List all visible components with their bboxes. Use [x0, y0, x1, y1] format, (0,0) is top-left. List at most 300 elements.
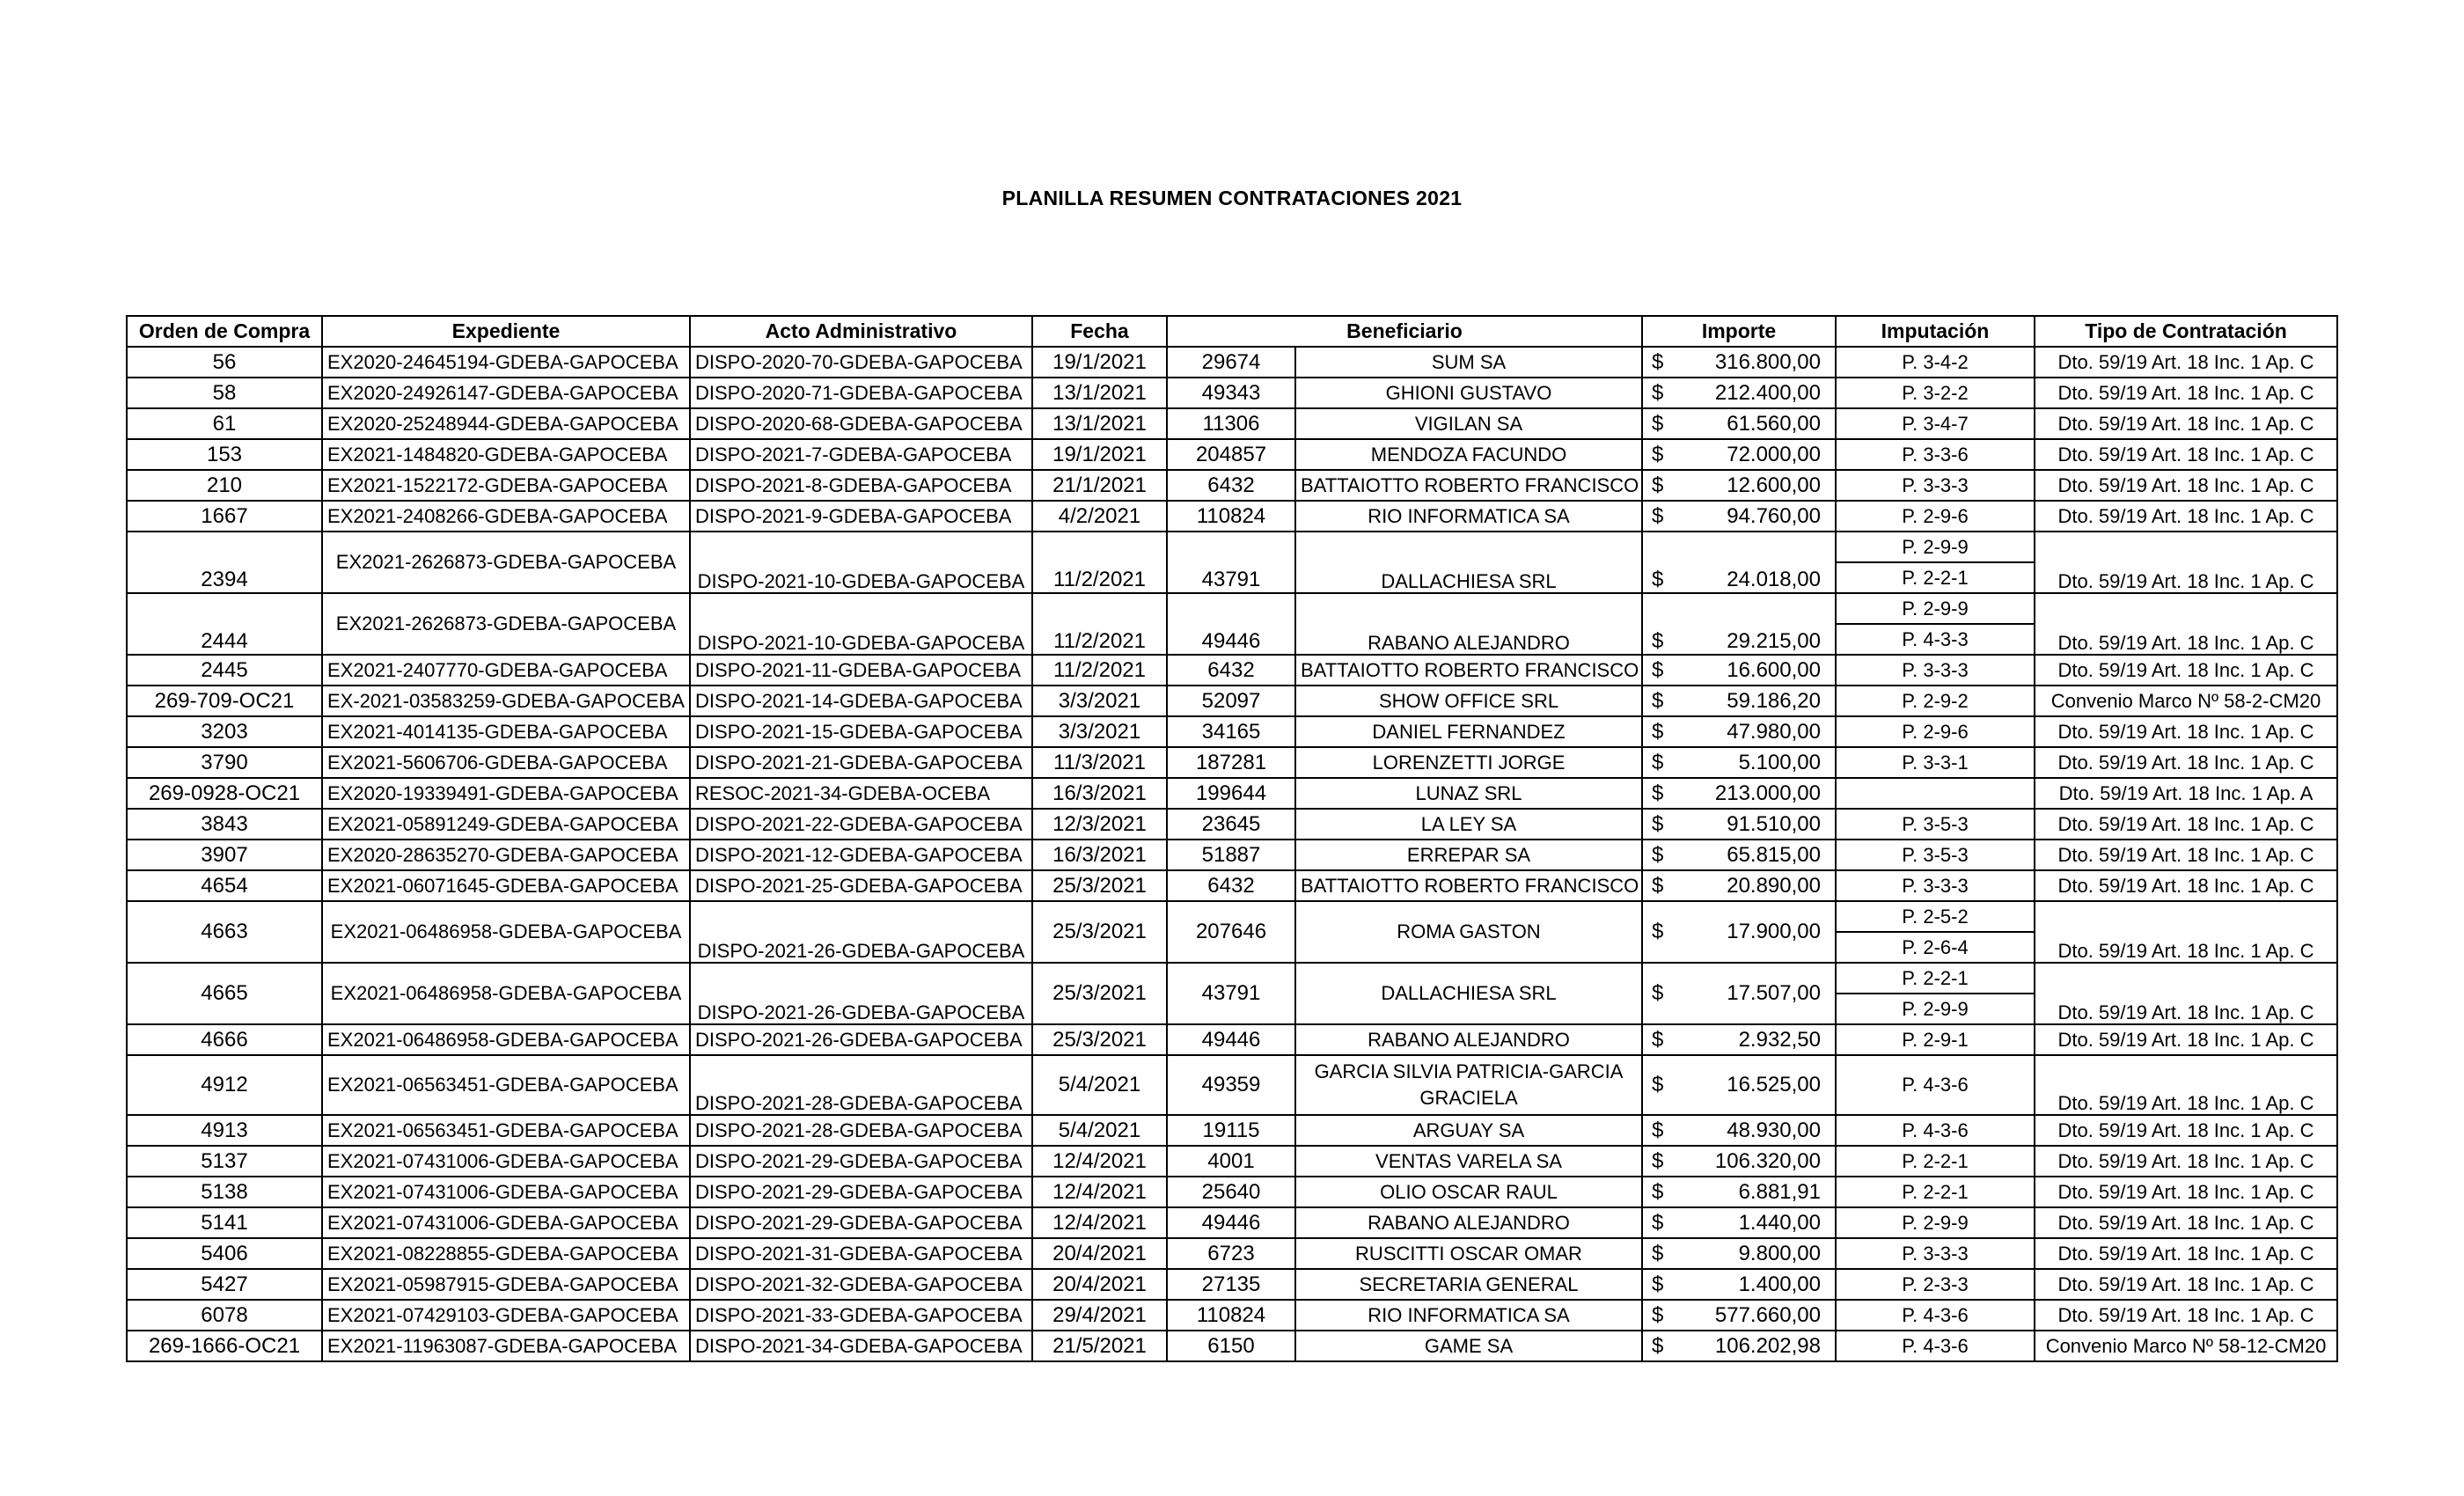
expediente-cell: EX2021-07431006-GDEBA-GAPOCEBA — [322, 1146, 690, 1177]
imputacion-cell: P. 4-3-6 — [1836, 1300, 2035, 1331]
header-fecha: Fecha — [1032, 316, 1167, 347]
currency-cell: $ — [1642, 408, 1677, 439]
currency-cell: $ — [1642, 870, 1677, 901]
expediente-cell: EX2021-06563451-GDEBA-GAPOCEBA — [322, 1115, 690, 1146]
imputacion-cell: P. 2-9-6 — [1836, 501, 2035, 532]
importe-cell: 59.186,20 — [1677, 686, 1836, 716]
expediente-cell: EX2021-06486958-GDEBA-GAPOCEBA — [322, 963, 690, 1024]
beneficiario-cell: DALLACHIESA SRL — [1295, 963, 1642, 1024]
beneficiario-cell: RABANO ALEJANDRO — [1295, 1024, 1642, 1055]
fecha-cell: 5/4/2021 — [1032, 1115, 1167, 1146]
codigo-cell: 49446 — [1167, 1207, 1295, 1238]
codigo-cell: 11306 — [1167, 408, 1295, 439]
orden-cell: 2445 — [127, 655, 322, 686]
fecha-cell: 12/4/2021 — [1032, 1177, 1167, 1207]
importe-cell: 577.660,00 — [1677, 1300, 1836, 1331]
table-row — [127, 593, 2337, 624]
fecha-cell: 12/3/2021 — [1032, 809, 1167, 840]
acto-cell: DISPO-2021-26-GDEBA-GAPOCEBA — [690, 963, 1032, 1024]
tipo-cell: Dto. 59/19 Art. 18 Inc. 1 Ap. C — [2035, 1055, 2337, 1115]
importe-cell: 94.760,00 — [1677, 501, 1836, 532]
table-row — [127, 1300, 2337, 1331]
fecha-cell: 5/4/2021 — [1032, 1055, 1167, 1115]
orden-cell: 210 — [127, 470, 322, 501]
fecha-cell: 3/3/2021 — [1032, 716, 1167, 747]
tipo-cell: Dto. 59/19 Art. 18 Inc. 1 Ap. C — [2035, 870, 2337, 901]
importe-cell: 1.400,00 — [1677, 1269, 1836, 1300]
tipo-cell: Dto. 59/19 Art. 18 Inc. 1 Ap. C — [2035, 408, 2337, 439]
currency-cell: $ — [1642, 686, 1677, 716]
fecha-cell: 12/4/2021 — [1032, 1146, 1167, 1177]
orden-cell: 2394 — [127, 532, 322, 593]
currency-cell: $ — [1642, 1024, 1677, 1055]
tipo-cell: Dto. 59/19 Art. 18 Inc. 1 Ap. C — [2035, 1115, 2337, 1146]
codigo-cell: 34165 — [1167, 716, 1295, 747]
table-row — [127, 1207, 2337, 1238]
expediente-cell: EX2021-2626873-GDEBA-GAPOCEBA — [322, 532, 690, 593]
codigo-cell: 187281 — [1167, 747, 1295, 778]
tipo-cell: Dto. 59/19 Art. 18 Inc. 1 Ap. C — [2035, 901, 2337, 963]
currency-cell: $ — [1642, 593, 1677, 655]
table-row — [127, 439, 2337, 470]
expediente-cell: EX2021-1484820-GDEBA-GAPOCEBA — [322, 439, 690, 470]
expediente-cell: EX-2021-03583259-GDEBA-GAPOCEBA — [322, 686, 690, 716]
codigo-cell: 199644 — [1167, 778, 1295, 809]
orden-cell: 5406 — [127, 1238, 322, 1269]
acto-cell: DISPO-2021-29-GDEBA-GAPOCEBA — [690, 1177, 1032, 1207]
importe-cell: 47.980,00 — [1677, 716, 1836, 747]
imputacion-cell: P. 2-3-3 — [1836, 1269, 2035, 1300]
expediente-cell: EX2021-08228855-GDEBA-GAPOCEBA — [322, 1238, 690, 1269]
tipo-cell: Dto. 59/19 Art. 18 Inc. 1 Ap. C — [2035, 1177, 2337, 1207]
tipo-cell: Dto. 59/19 Art. 18 Inc. 1 Ap. C — [2035, 501, 2337, 532]
tipo-cell: Dto. 59/19 Art. 18 Inc. 1 Ap. C — [2035, 1238, 2337, 1269]
fecha-cell: 16/3/2021 — [1032, 778, 1167, 809]
acto-cell: DISPO-2021-28-GDEBA-GAPOCEBA — [690, 1115, 1032, 1146]
importe-cell: 17.507,00 — [1677, 963, 1836, 1024]
acto-cell: DISPO-2021-26-GDEBA-GAPOCEBA — [690, 1024, 1032, 1055]
table-row — [127, 963, 2337, 994]
currency-cell: $ — [1642, 1269, 1677, 1300]
imputacion-cell: P. 2-9-9 — [1836, 994, 2035, 1024]
beneficiario-cell: GARCIA SILVIA PATRICIA-GARCIA GRACIELA — [1295, 1055, 1642, 1115]
table-row — [127, 901, 2337, 932]
acto-cell: DISPO-2020-71-GDEBA-GAPOCEBA — [690, 378, 1032, 408]
codigo-cell: 49446 — [1167, 593, 1295, 655]
beneficiario-cell: BATTAIOTTO ROBERTO FRANCISCO — [1295, 870, 1642, 901]
importe-cell: 17.900,00 — [1677, 901, 1836, 963]
acto-cell: DISPO-2021-31-GDEBA-GAPOCEBA — [690, 1238, 1032, 1269]
imputacion-cell: P. 2-2-1 — [1836, 562, 2035, 593]
acto-cell: DISPO-2021-26-GDEBA-GAPOCEBA — [690, 901, 1032, 963]
expediente-cell: EX2021-07431006-GDEBA-GAPOCEBA — [322, 1177, 690, 1207]
imputacion-cell: P. 3-5-3 — [1836, 840, 2035, 870]
beneficiario-cell: ERREPAR SA — [1295, 840, 1642, 870]
acto-cell: DISPO-2021-29-GDEBA-GAPOCEBA — [690, 1146, 1032, 1177]
table-row — [127, 1146, 2337, 1177]
imputacion-cell: P. 2-9-9 — [1836, 1207, 2035, 1238]
importe-cell: 1.440,00 — [1677, 1207, 1836, 1238]
table-row — [127, 1024, 2337, 1055]
table-row — [127, 1115, 2337, 1146]
imputacion-cell: P. 2-2-1 — [1836, 963, 2035, 994]
fecha-cell: 25/3/2021 — [1032, 870, 1167, 901]
codigo-cell: 6432 — [1167, 470, 1295, 501]
fecha-cell: 12/4/2021 — [1032, 1207, 1167, 1238]
tipo-cell: Dto. 59/19 Art. 18 Inc. 1 Ap. C — [2035, 1207, 2337, 1238]
table-row — [127, 716, 2337, 747]
tipo-cell: Dto. 59/19 Art. 18 Inc. 1 Ap. C — [2035, 532, 2337, 593]
expediente-cell: EX2020-28635270-GDEBA-GAPOCEBA — [322, 840, 690, 870]
beneficiario-cell: MENDOZA FACUNDO — [1295, 439, 1642, 470]
currency-cell: $ — [1642, 470, 1677, 501]
beneficiario-cell: RABANO ALEJANDRO — [1295, 1207, 1642, 1238]
imputacion-cell: P. 4-3-3 — [1836, 624, 2035, 655]
imputacion-cell: P. 2-2-1 — [1836, 1146, 2035, 1177]
expediente-cell: EX2021-07431006-GDEBA-GAPOCEBA — [322, 1207, 690, 1238]
fecha-cell: 25/3/2021 — [1032, 901, 1167, 963]
acto-cell: DISPO-2021-9-GDEBA-GAPOCEBA — [690, 501, 1032, 532]
beneficiario-cell: SHOW OFFICE SRL — [1295, 686, 1642, 716]
orden-cell: 5141 — [127, 1207, 322, 1238]
header-row — [127, 316, 2337, 347]
expediente-cell: EX2021-11963087-GDEBA-GAPOCEBA — [322, 1331, 690, 1361]
imputacion-cell: P. 3-3-3 — [1836, 470, 2035, 501]
table-row — [127, 840, 2337, 870]
importe-cell: 106.202,98 — [1677, 1331, 1836, 1361]
table-row — [127, 1331, 2337, 1361]
acto-cell: DISPO-2021-11-GDEBA-GAPOCEBA — [690, 655, 1032, 686]
codigo-cell: 6432 — [1167, 655, 1295, 686]
table-row — [127, 347, 2337, 378]
header-importe: Importe — [1642, 316, 1836, 347]
imputacion-cell: P. 4-3-6 — [1836, 1055, 2035, 1115]
acto-cell: DISPO-2021-8-GDEBA-GAPOCEBA — [690, 470, 1032, 501]
importe-cell: 16.525,00 — [1677, 1055, 1836, 1115]
acto-cell: DISPO-2021-25-GDEBA-GAPOCEBA — [690, 870, 1032, 901]
orden-cell: 6078 — [127, 1300, 322, 1331]
currency-cell: $ — [1642, 963, 1677, 1024]
table-row — [127, 655, 2337, 686]
beneficiario-cell: ROMA GASTON — [1295, 901, 1642, 963]
fecha-cell: 3/3/2021 — [1032, 686, 1167, 716]
tipo-cell: Convenio Marco Nº 58-2-CM20 — [2035, 686, 2337, 716]
tipo-cell: Dto. 59/19 Art. 18 Inc. 1 Ap. C — [2035, 1269, 2337, 1300]
page-title: PLANILLA RESUMEN CONTRATACIONES 2021 — [1001, 187, 1463, 209]
imputacion-cell: P. 3-4-2 — [1836, 347, 2035, 378]
acto-cell: DISPO-2021-12-GDEBA-GAPOCEBA — [690, 840, 1032, 870]
beneficiario-cell: BATTAIOTTO ROBERTO FRANCISCO — [1295, 470, 1642, 501]
imputacion-cell: P. 3-4-7 — [1836, 408, 2035, 439]
expediente-cell: EX2021-06486958-GDEBA-GAPOCEBA — [322, 1024, 690, 1055]
fecha-cell: 20/4/2021 — [1032, 1269, 1167, 1300]
tipo-cell: Dto. 59/19 Art. 18 Inc. 1 Ap. C — [2035, 747, 2337, 778]
tipo-cell: Dto. 59/19 Art. 18 Inc. 1 Ap. C — [2035, 378, 2337, 408]
codigo-cell: 49359 — [1167, 1055, 1295, 1115]
codigo-cell: 51887 — [1167, 840, 1295, 870]
acto-cell: DISPO-2021-10-GDEBA-GAPOCEBA — [690, 593, 1032, 655]
importe-cell: 29.215,00 — [1677, 593, 1836, 655]
codigo-cell: 6723 — [1167, 1238, 1295, 1269]
currency-cell: $ — [1642, 901, 1677, 963]
imputacion-cell: P. 3-3-3 — [1836, 870, 2035, 901]
importe-cell: 24.018,00 — [1677, 532, 1836, 593]
orden-cell: 5138 — [127, 1177, 322, 1207]
orden-cell: 3843 — [127, 809, 322, 840]
fecha-cell: 11/3/2021 — [1032, 747, 1167, 778]
currency-cell: $ — [1642, 532, 1677, 593]
fecha-cell: 11/2/2021 — [1032, 593, 1167, 655]
acto-cell: DISPO-2021-34-GDEBA-GAPOCEBA — [690, 1331, 1032, 1361]
currency-cell: $ — [1642, 809, 1677, 840]
importe-cell: 213.000,00 — [1677, 778, 1836, 809]
expediente-cell: EX2021-5606706-GDEBA-GAPOCEBA — [322, 747, 690, 778]
orden-cell: 4665 — [127, 963, 322, 1024]
fecha-cell: 25/3/2021 — [1032, 963, 1167, 1024]
importe-cell: 5.100,00 — [1677, 747, 1836, 778]
beneficiario-cell: LA LEY SA — [1295, 809, 1642, 840]
fecha-cell: 25/3/2021 — [1032, 1024, 1167, 1055]
codigo-cell: 110824 — [1167, 501, 1295, 532]
tipo-cell: Dto. 59/19 Art. 18 Inc. 1 Ap. C — [2035, 347, 2337, 378]
fecha-cell: 11/2/2021 — [1032, 655, 1167, 686]
table-row — [127, 1269, 2337, 1300]
importe-cell: 61.560,00 — [1677, 408, 1836, 439]
codigo-cell: 19115 — [1167, 1115, 1295, 1146]
orden-cell: 56 — [127, 347, 322, 378]
orden-cell: 4912 — [127, 1055, 322, 1115]
codigo-cell: 6432 — [1167, 870, 1295, 901]
beneficiario-cell: ARGUAY SA — [1295, 1115, 1642, 1146]
tipo-cell: Convenio Marco Nº 58-12-CM20 — [2035, 1331, 2337, 1361]
currency-cell: $ — [1642, 840, 1677, 870]
orden-cell: 5427 — [127, 1269, 322, 1300]
tipo-cell: Dto. 59/19 Art. 18 Inc. 1 Ap. C — [2035, 439, 2337, 470]
table-row — [127, 532, 2337, 562]
fecha-cell: 13/1/2021 — [1032, 408, 1167, 439]
fecha-cell: 20/4/2021 — [1032, 1238, 1167, 1269]
table-row — [127, 1177, 2337, 1207]
imputacion-cell: P. 3-2-2 — [1836, 378, 2035, 408]
acto-cell: DISPO-2021-7-GDEBA-GAPOCEBA — [690, 439, 1032, 470]
beneficiario-cell: DANIEL FERNANDEZ — [1295, 716, 1642, 747]
currency-cell: $ — [1642, 747, 1677, 778]
fecha-cell: 19/1/2021 — [1032, 347, 1167, 378]
imputacion-cell: P. 2-9-9 — [1836, 532, 2035, 562]
acto-cell: DISPO-2021-14-GDEBA-GAPOCEBA — [690, 686, 1032, 716]
beneficiario-cell: SUM SA — [1295, 347, 1642, 378]
tipo-cell: Dto. 59/19 Art. 18 Inc. 1 Ap. A — [2035, 778, 2337, 809]
codigo-cell: 23645 — [1167, 809, 1295, 840]
acto-cell: DISPO-2021-33-GDEBA-GAPOCEBA — [690, 1300, 1032, 1331]
acto-cell: DISPO-2021-21-GDEBA-GAPOCEBA — [690, 747, 1032, 778]
acto-cell: DISPO-2021-10-GDEBA-GAPOCEBA — [690, 532, 1032, 593]
orden-cell: 4654 — [127, 870, 322, 901]
importe-cell: 212.400,00 — [1677, 378, 1836, 408]
beneficiario-cell: VENTAS VARELA SA — [1295, 1146, 1642, 1177]
expediente-cell: EX2021-2626873-GDEBA-GAPOCEBA — [322, 593, 690, 655]
contrataciones-table — [126, 315, 2338, 1362]
codigo-cell: 207646 — [1167, 901, 1295, 963]
beneficiario-cell: RABANO ALEJANDRO — [1295, 593, 1642, 655]
table-row — [127, 501, 2337, 532]
orden-cell: 3790 — [127, 747, 322, 778]
expediente-cell: EX2021-4014135-GDEBA-GAPOCEBA — [322, 716, 690, 747]
beneficiario-cell: RUSCITTI OSCAR OMAR — [1295, 1238, 1642, 1269]
currency-cell: $ — [1642, 778, 1677, 809]
imputacion-cell: P. 3-3-3 — [1836, 655, 2035, 686]
acto-cell: DISPO-2021-22-GDEBA-GAPOCEBA — [690, 809, 1032, 840]
table-row — [127, 809, 2337, 840]
imputacion-cell: P. 2-2-1 — [1836, 1177, 2035, 1207]
codigo-cell: 4001 — [1167, 1146, 1295, 1177]
expediente-cell: EX2021-06486958-GDEBA-GAPOCEBA — [322, 901, 690, 963]
codigo-cell: 49343 — [1167, 378, 1295, 408]
currency-cell: $ — [1642, 716, 1677, 747]
expediente-cell: EX2021-2407770-GDEBA-GAPOCEBA — [322, 655, 690, 686]
codigo-cell: 52097 — [1167, 686, 1295, 716]
table-row — [127, 686, 2337, 716]
tipo-cell: Dto. 59/19 Art. 18 Inc. 1 Ap. C — [2035, 1146, 2337, 1177]
currency-cell: $ — [1642, 378, 1677, 408]
fecha-cell: 4/2/2021 — [1032, 501, 1167, 532]
acto-cell: DISPO-2021-15-GDEBA-GAPOCEBA — [690, 716, 1032, 747]
imputacion-cell: P. 3-5-3 — [1836, 809, 2035, 840]
expediente-cell: EX2020-24926147-GDEBA-GAPOCEBA — [322, 378, 690, 408]
currency-cell: $ — [1642, 1238, 1677, 1269]
orden-cell: 1667 — [127, 501, 322, 532]
tipo-cell: Dto. 59/19 Art. 18 Inc. 1 Ap. C — [2035, 963, 2337, 1024]
beneficiario-cell: RIO INFORMATICA SA — [1295, 1300, 1642, 1331]
expediente-cell: EX2021-07429103-GDEBA-GAPOCEBA — [322, 1300, 690, 1331]
codigo-cell: 43791 — [1167, 963, 1295, 1024]
currency-cell: $ — [1642, 347, 1677, 378]
codigo-cell: 49446 — [1167, 1024, 1295, 1055]
orden-cell: 3203 — [127, 716, 322, 747]
beneficiario-cell: GAME SA — [1295, 1331, 1642, 1361]
codigo-cell: 27135 — [1167, 1269, 1295, 1300]
orden-cell: 153 — [127, 439, 322, 470]
codigo-cell: 204857 — [1167, 439, 1295, 470]
table-row — [127, 378, 2337, 408]
acto-cell: DISPO-2021-29-GDEBA-GAPOCEBA — [690, 1207, 1032, 1238]
orden-cell: 58 — [127, 378, 322, 408]
header-acto: Acto Administrativo — [690, 316, 1032, 347]
beneficiario-cell: LORENZETTI JORGE — [1295, 747, 1642, 778]
orden-cell: 2444 — [127, 593, 322, 655]
fecha-cell: 13/1/2021 — [1032, 378, 1167, 408]
currency-cell: $ — [1642, 501, 1677, 532]
imputacion-cell: P. 2-6-4 — [1836, 932, 2035, 963]
acto-cell: DISPO-2021-28-GDEBA-GAPOCEBA — [690, 1055, 1032, 1115]
header-imputacion: Imputación — [1836, 316, 2035, 347]
imputacion-cell: P. 3-3-1 — [1836, 747, 2035, 778]
codigo-cell: 25640 — [1167, 1177, 1295, 1207]
currency-cell: $ — [1642, 1115, 1677, 1146]
table-row — [127, 1055, 2337, 1115]
fecha-cell: 21/1/2021 — [1032, 470, 1167, 501]
table-row — [127, 408, 2337, 439]
expediente-cell: EX2021-05987915-GDEBA-GAPOCEBA — [322, 1269, 690, 1300]
currency-cell: $ — [1642, 1055, 1677, 1115]
importe-cell: 20.890,00 — [1677, 870, 1836, 901]
tipo-cell: Dto. 59/19 Art. 18 Inc. 1 Ap. C — [2035, 1024, 2337, 1055]
imputacion-cell: P. 2-9-9 — [1836, 593, 2035, 624]
acto-cell: RESOC-2021-34-GDEBA-OCEBA — [690, 778, 1032, 809]
table-row — [127, 870, 2337, 901]
orden-cell: 61 — [127, 408, 322, 439]
imputacion-cell: P. 4-3-6 — [1836, 1115, 2035, 1146]
importe-cell: 16.600,00 — [1677, 655, 1836, 686]
beneficiario-cell: OLIO OSCAR RAUL — [1295, 1177, 1642, 1207]
expediente-cell: EX2020-25248944-GDEBA-GAPOCEBA — [322, 408, 690, 439]
orden-cell: 5137 — [127, 1146, 322, 1177]
imputacion-cell: P. 2-5-2 — [1836, 901, 2035, 932]
table-row — [127, 1238, 2337, 1269]
importe-cell: 106.320,00 — [1677, 1146, 1836, 1177]
importe-cell: 12.600,00 — [1677, 470, 1836, 501]
imputacion-cell — [1836, 778, 2035, 809]
beneficiario-cell: SECRETARIA GENERAL — [1295, 1269, 1642, 1300]
header-tipo: Tipo de Contratación — [2035, 316, 2337, 347]
currency-cell: $ — [1642, 655, 1677, 686]
expediente-cell: EX2021-06071645-GDEBA-GAPOCEBA — [322, 870, 690, 901]
expediente-cell: EX2020-19339491-GDEBA-GAPOCEBA — [322, 778, 690, 809]
table-row — [127, 470, 2337, 501]
acto-cell: DISPO-2021-32-GDEBA-GAPOCEBA — [690, 1269, 1032, 1300]
beneficiario-cell: VIGILAN SA — [1295, 408, 1642, 439]
tipo-cell: Dto. 59/19 Art. 18 Inc. 1 Ap. C — [2035, 716, 2337, 747]
currency-cell: $ — [1642, 1300, 1677, 1331]
header-orden: Orden de Compra — [127, 316, 322, 347]
header-beneficiario: Beneficiario — [1167, 316, 1642, 347]
codigo-cell: 6150 — [1167, 1331, 1295, 1361]
beneficiario-cell: BATTAIOTTO ROBERTO FRANCISCO — [1295, 655, 1642, 686]
beneficiario-cell: GHIONI GUSTAVO — [1295, 378, 1642, 408]
acto-cell: DISPO-2020-70-GDEBA-GAPOCEBA — [690, 347, 1032, 378]
orden-cell: 4913 — [127, 1115, 322, 1146]
tipo-cell: Dto. 59/19 Art. 18 Inc. 1 Ap. C — [2035, 470, 2337, 501]
table-body — [127, 347, 2337, 1361]
currency-cell: $ — [1642, 1331, 1677, 1361]
fecha-cell: 16/3/2021 — [1032, 840, 1167, 870]
importe-cell: 91.510,00 — [1677, 809, 1836, 840]
orden-cell: 269-1666-OC21 — [127, 1331, 322, 1361]
codigo-cell: 29674 — [1167, 347, 1295, 378]
expediente-cell: EX2021-05891249-GDEBA-GAPOCEBA — [322, 809, 690, 840]
fecha-cell: 21/5/2021 — [1032, 1331, 1167, 1361]
importe-cell: 316.800,00 — [1677, 347, 1836, 378]
imputacion-cell: P. 3-3-3 — [1836, 1238, 2035, 1269]
expediente-cell: EX2021-1522172-GDEBA-GAPOCEBA — [322, 470, 690, 501]
codigo-cell: 43791 — [1167, 532, 1295, 593]
importe-cell: 9.800,00 — [1677, 1238, 1836, 1269]
fecha-cell: 11/2/2021 — [1032, 532, 1167, 593]
importe-cell: 48.930,00 — [1677, 1115, 1836, 1146]
imputacion-cell: P. 2-9-6 — [1836, 716, 2035, 747]
orden-cell: 269-709-OC21 — [127, 686, 322, 716]
importe-cell: 2.932,50 — [1677, 1024, 1836, 1055]
importe-cell: 65.815,00 — [1677, 840, 1836, 870]
orden-cell: 269-0928-OC21 — [127, 778, 322, 809]
imputacion-cell: P. 4-3-6 — [1836, 1331, 2035, 1361]
currency-cell: $ — [1642, 1207, 1677, 1238]
fecha-cell: 29/4/2021 — [1032, 1300, 1167, 1331]
tipo-cell: Dto. 59/19 Art. 18 Inc. 1 Ap. C — [2035, 1300, 2337, 1331]
currency-cell: $ — [1642, 439, 1677, 470]
orden-cell: 3907 — [127, 840, 322, 870]
beneficiario-cell: RIO INFORMATICA SA — [1295, 501, 1642, 532]
